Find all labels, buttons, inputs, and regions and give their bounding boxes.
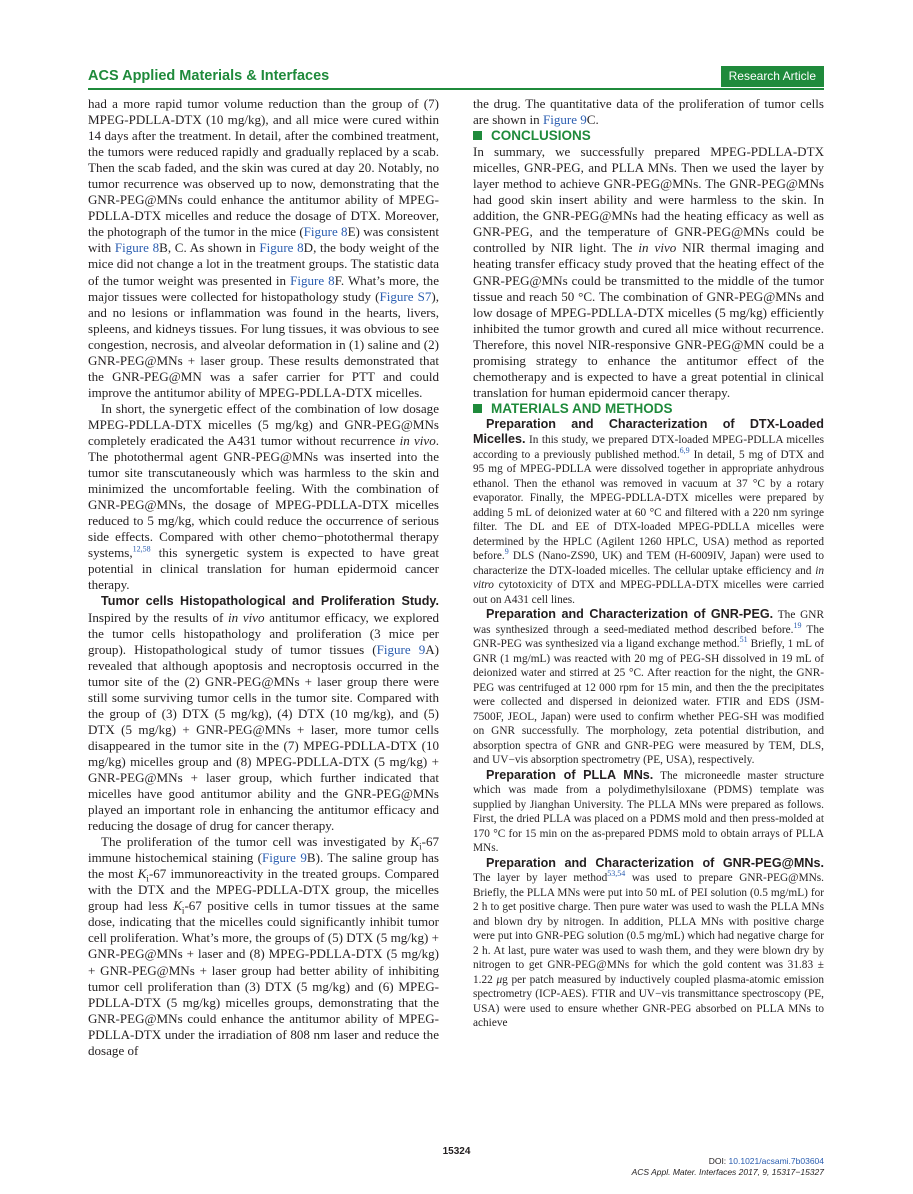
section-square-icon — [473, 131, 482, 140]
citation-link[interactable]: 9 — [504, 547, 509, 557]
figure-link[interactable]: Figure 9 — [376, 641, 426, 657]
supplementary-figure-link[interactable]: Figure S7 — [379, 288, 432, 304]
right-column — [473, 96, 824, 1031]
page-number: 15324 — [442, 1146, 471, 1157]
section-square-icon — [473, 404, 482, 413]
figure-link[interactable]: Figure 8 — [303, 224, 348, 240]
doi-link[interactable]: 10.1021/acsami.7b03604 — [728, 1156, 824, 1166]
running-header — [88, 66, 824, 88]
article-type-badge: Research Article — [721, 66, 824, 87]
citation-link[interactable]: 53,54 — [607, 869, 626, 879]
citation-link[interactable]: 51 — [739, 635, 748, 645]
paragraph-histopathology: Tumor cells Histopathological and Proliferation Study. Inspired by the results of in vivo antitumor efficacy, we explored the tumor cells histopathology and proliferation (3 mice per group). Histopathological study of tumor tissues (Figure 9A) revealed that although apoptosis and necroptosis occurred in the tumor site of the (2) GNR-PEG@MNs + laser group there were still some surviving tumor cells in the tumor site. Compared with the group of (3) DTX (5 mg/kg), (4) DTX (10 mg/kg), and (5) DTX (5 mg/kg) + GNR-PEG@MNs + laser, more tumor cells disappeared in the tumor site in the (7) MPEG-PDLLA-DTX (10 mg/kg) micelles group and (8) MPEG-PDLLA-DTX (5 mg/kg) + GNR-PEG@MNs + laser group, which further indicated that micelles have good antitumor ability and the GNR-PEG@MNs played an important role in enhancing the antitumor efficacy and reducing the dosage of drug for cancer therapy. — [88, 594, 439, 834]
figure-link[interactable]: Figure 8 — [290, 272, 335, 288]
figure-link[interactable]: Figure 9 — [542, 112, 587, 128]
figure-link[interactable]: Figure 8 — [114, 240, 160, 256]
paragraph-proliferation: The proliferation of the tumor cell was investigated by $K_i-67$ immune histochemical staining (Figure 9B). The saline group has the most $K_i-67$ immunoreactivity in the treated groups. Compared with the DTX and the MPEG-PDLLA-DTX group, the micelles group had less $K_i-67$ positive cells in tumor tissues at the same dose, indicating that the micelles could significantly inhibit tumor cell proliferation. What’s more, the groups of (5) DTX (5 mg/kg) + GNR-PEG@MNs + laser and (8) MPEG-PDLLA-DTX (5 mg/kg) + GNR-PEG@MNs + laser group had better ability of inhibiting tumor cell proliferation than (3) DTX (5 mg/kg) and (6) MPEG-PDLLA-DTX (5 mg/kg) micelles groups, demonstrating that the GNR-PEG@MNs could enhance the antitumor ability of MPEG-PDLLA-DTX under the irradiation of 808 nm laser and reduce the dosage of — [88, 834, 439, 1058]
paragraph-gnr-peg: Preparation and Characterization of GNR-PEG. The GNR was synthesized through a seed-mediated method described before.$^{19}$ The GNR-PEG was synthesized via a ligand exchange method.$^{51}$ Briefly, 1 mL of GNR (1 mg/mL) was reacted with 20 mg of PEG-SH dissolved in 19 mL of deionized water and stirred at 25 °C. After reaction for the night, the GNR-PEG was centrifuged at 12 000 rpm for 15 min, and then the the precipitates were collected and dispersed in deionized water. FTIR and EDS (JSM-7500F, JEOL, Japan) were used to confirm whether PEG-SH was modified on GNR successfully. The morphology, zeta potential distribution, and absorption spectra of GNR and GNR-PEG were measured by TEM, DLS, and UV−vis absorption spectrometry (PE, USA), respectively. — [473, 607, 825, 767]
run-in-heading: Preparation and Characterization of GNR-PEG@MNs. — [486, 855, 824, 870]
paragraph-synergetic-effect: In short, the synergetic effect of the combination of low dosage MPEG-PDLLA-DTX micelles (5 mg/kg) and GNR-PEG@MNs completely eradicated the A431 tumor without recurrence in vivo. The photothermal agent GNR-PEG@MNs was inserted into the tumor site transcutaneously which was harmless to the skin and minimized the uncomfortable feeling. With the combination of GNR-PEG@MNs, the dosage of MPEG-PDLLA-DTX micelles reduced to 5 mg/kg, which could reduce the occurrence of serious side effects. Compared with other chemo−photothermal therapy systems,$^{12,58}$ this synergetic system is expected to have great potential in clinical translation for human epidermoid cancer therapy. — [88, 400, 440, 593]
run-in-heading: Preparation and Characterization of GNR-PEG. — [486, 607, 774, 622]
section-heading-conclusions: CONCLUSIONS — [473, 128, 824, 144]
run-in-heading: Preparation of PLLA MNs. — [486, 767, 654, 782]
journal-title: ACS Applied Materials & Interfaces — [88, 68, 330, 84]
header-rule — [88, 88, 824, 90]
left-column — [88, 96, 439, 1059]
paragraph-continuation: the drug. The quantitative data of the proliferation of tumor cells are shown in Figure 9C. — [473, 96, 824, 128]
run-in-heading: Preparation and Characterization of DTX-Loaded Micelles. — [473, 416, 824, 447]
footer-citation: DOI: 10.1021/acsami.7b03604 ACS Appl. Mater. Interfaces 2017, 9, 15317−15327 — [631, 1156, 824, 1177]
figure-link[interactable]: Figure 9 — [261, 850, 307, 866]
citation-link[interactable]: 19 — [793, 621, 802, 631]
paragraph-gnr-peg-mns: Preparation and Characterization of GNR-PEG@MNs. The layer by layer method$^{53,54}$ was used to prepare GNR-PEG@MNs. Briefly, the PLLA MNs were put into 50 mL of PEI solution (0.5 mg/mL) for 2 h to get positive charge. Then pure water was used to wash the PLLA MNs and blown dry by nitrogen. In addition, PLLA MNs with positive charge were put into GNR-PEG solution (0.5 mg/mL) which had negative charge for 2 h. At last, pure water was used to wash them, and they were blown dry by nitrogen to get GNR-PEG@MNs for which the gold content was 31.83 ± 1.22 μg per patch measured by inductively coupled plasma-atomic emission spectrometry (ICP-AES). FTIR and UV−vis transmittance spectroscopy (PE, USA) were used to ensure whether GNR-PEG absorbed on PLLA MNs to achieve — [473, 855, 825, 1030]
paragraph-tumor-volume: had a more rapid tumor volume reduction than the group of (7) MPEG-PDLLA-DTX (10 mg/kg), and all mice were cured within 14 days after the treatment. In detail, after the combined treatment, the tumors were reduced rapidly and gradually replaced by a scab. Then the scab faded, and the skin was cured at day 20. Notably, no tumor recurrence was observed up to now, demonstrating that the GNR-PEG@MNs could enhance the antitumor ability of MPEG-PDLLA-DTX micelles and reduce the dosage of DTX. Moreover, the photograph of the tumor in the mice (Figure 8E) was consistent with Figure 8B, C. As shown in Figure 8D, the body weight of the mice did not change a lot in the treatment groups. The statistic data of the tumor weight was presented in Figure 8F. What’s more, the major tissues were collected for histopathology study (Figure S7), and no lesions or inflammation was found in the hearts, livers, spleens, and kidneys tissues. For lung tissues, it was obvious to see congestion, necrosis, and alveolar deformation in (1) saline and (2) GNR-PEG@MNs + laser group. These results demonstrated that the GNR-PEG@MN was a safer carrier for PTT and could improve the antitumor ability of MPEG-PDLLA-DTX micelles. — [88, 96, 440, 400]
citation-link[interactable]: 12,58 — [132, 544, 151, 554]
figure-link[interactable]: Figure 8 — [259, 240, 304, 256]
journal-citation: ACS Appl. Mater. Interfaces 2017, 9, 15317−15327 — [631, 1167, 824, 1177]
citation-link[interactable]: 6,9 — [679, 446, 690, 456]
paragraph-dtx-micelles: Preparation and Characterization of DTX-Loaded Micelles. In this study, we prepared DTX-loaded MPEG-PDLLA micelles according to a previously published method.$^{6,9}$ In detail, 5 mg of DTX and 95 mg of MPEG-PDLLA were dissolved together in appropriate anhydrous ethanol. Then the ethanol was removed in vacuum at 37 °C by a rotary evaporator. Finally, the MPEG-PDLLA-DTX micelles were prepared by adding 5 mL of deionized water at 60 °C and filtered with a 220 nm syringe filter. The DL and EE of DTX-loaded MPEG-PDLLA micelles were determined by the HPLC (Agilent 1260 HPLC, USA) method as reported before.$^9$ DLS (Nano-ZS90, UK) and TEM (H-6009IV, Japan) were used to characterize the DTX-loaded micelles. The cellular uptake efficiency and in vitro cytotoxicity of DTX and MPEG-PDLLA-DTX micelles were carried out on A431 cell lines. — [473, 416, 824, 606]
run-in-heading: Tumor cells Histopathological and Proliferation Study. — [101, 594, 439, 609]
paragraph-conclusions: In summary, we successfully prepared MPEG-PDLLA-DTX micelles, GNR-PEG, and PLLA MNs. Then we used the layer by layer method to achieve GNR-PEG@MNs. The GNR-PEG@MNs had good skin insert ability and were harmless to the skin. In addition, the GNR-PEG@MNs had the heating efficacy as well as GNR-PEG, and the temperature of GNR-PEG@MNs could be controlled by NIR light. The in vivo NIR thermal imaging and heating transfer efficacy study proved that the heating effect of the GNR-PEG@MNs could be transmitted to the middle of the tumor tissue and reach 50 °C. The combination of GNR-PEG@MNs and low dosage of MPEG-PDLLA-DTX micelles (5 mg/kg) efficiently inhibited the tumor growth and cured all mice without recurrence. Therefore, this novel NIR-responsive GNR-PEG@MN could be a promising strategy to enhance the antitumor effect of the chemotherapy and is expected to have a great potential in clinical translation for human epidermoid cancer therapy. — [473, 144, 825, 400]
section-heading-methods: MATERIALS AND METHODS — [473, 401, 824, 417]
paragraph-plla-mns: Preparation of PLLA MNs. The microneedle master structure which was made from a polydimethylsiloxane (PDMS) template was supplied by Jianghan University. The PLLA MNs were prepared as follows. First, the dried PLLA was placed on a PDMS mold and then press-molded at 170 °C for 15 min on the as-prepared PDMS mold to obtain arrays of PLLA MNs. — [473, 767, 825, 855]
